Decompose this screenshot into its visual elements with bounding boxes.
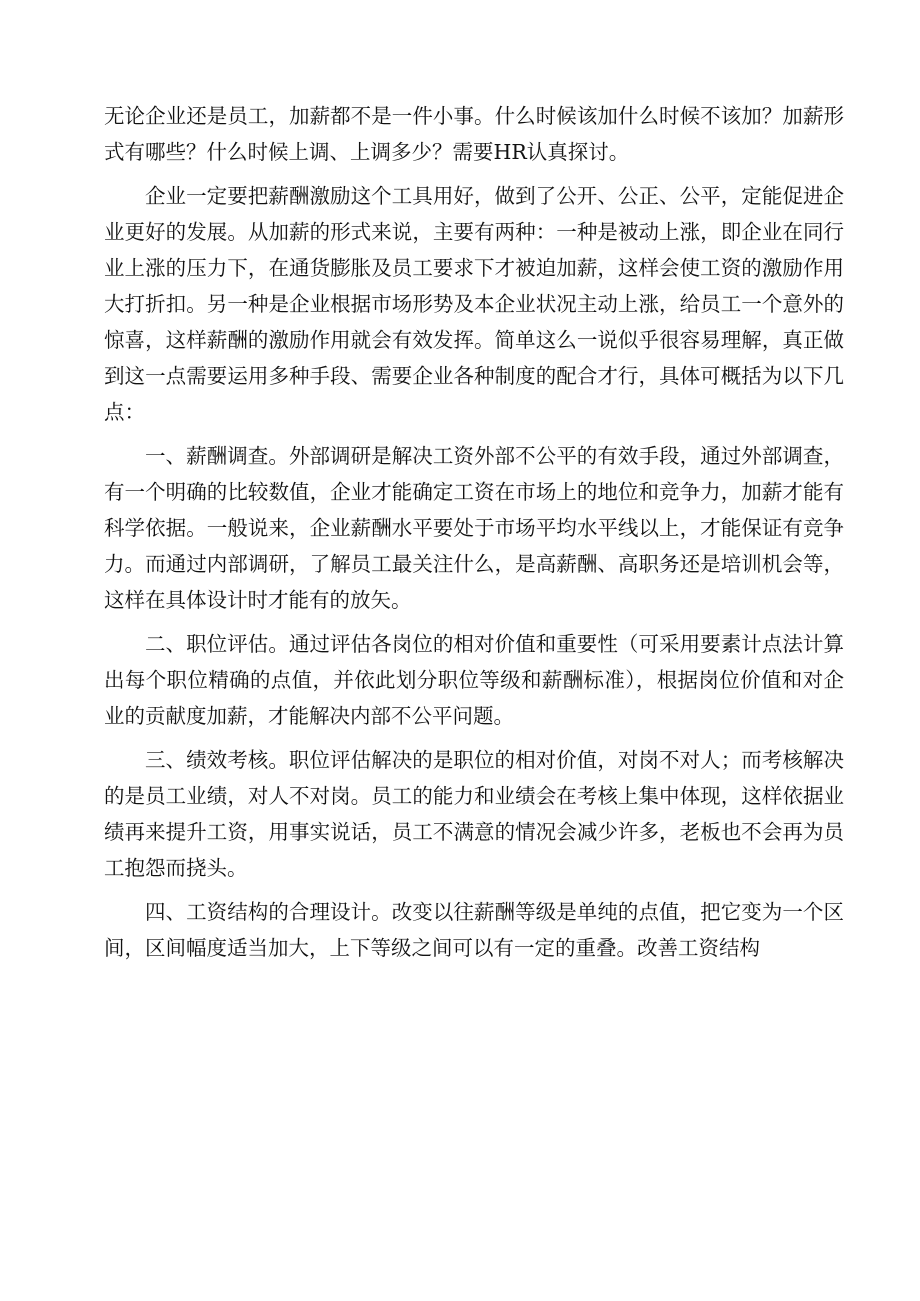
paragraph-performance-review: 三、绩效考核。职位评估解决的是职位的相对价值，对岗不对人；而考核解决的是员工业绩，对人不对岗。员工的能力和业绩会在考核上集中体现，这样依据业绩再来提升工资，用事实说话，员工不满意的情况会减少许多，老板也不会再为员工抱怨而挠头。: [104, 748, 844, 880]
paragraph-intro: 无论企业还是员工，加薪都不是一件小事。什么时候该加什么时候不该加？加薪形式有哪些？什么时候上调、上调多少？需要HR认真探讨。: [104, 104, 844, 164]
paragraph-job-evaluation: 二、职位评估。通过评估各岗位的相对价值和重要性（可采用要素计点法计算出每个职位精确的点值，并依此划分职位等级和薪酬标准），根据岗位价值和对企业的贡献度加薪，才能解决内部不公平问题。: [104, 632, 844, 728]
paragraph-salary-incentive: 企业一定要把薪酬激励这个工具用好，做到了公开、公正、公平，定能促进企业更好的发展。从加薪的形式来说，主要有两种：一种是被动上涨，即企业在同行业上涨的压力下，在通货膨胀及员工要求下才被迫加薪，这样会使工资的激励作用大打折扣。另一种是企业根据市场形势及本企业状况主动上涨，给员工一个意外的惊喜，这样薪酬的激励作用就会有效发挥。简单这么一说似乎很容易理解，真正做到这一点需要运用多种手段、需要企业各种制度的配合才行，具体可概括为以下几点：: [104, 184, 844, 424]
paragraph-salary-structure: 四、工资结构的合理设计。改变以往薪酬等级是单纯的点值，把它变为一个区间，区间幅度适当加大，上下等级之间可以有一定的重叠。改善工资结构: [104, 900, 844, 960]
document-body: [104, 98, 844, 966]
paragraph-salary-survey: 一、薪酬调查。外部调研是解决工资外部不公平的有效手段，通过外部调查，有一个明确的比较数值，企业才能确定工资在市场上的地位和竞争力，加薪才能有科学依据。一般说来，企业薪酬水平要处于市场平均水平线以上，才能保证有竞争力。而通过内部调研，了解员工最关注什么，是高薪酬、高职务还是培训机会等，这样在具体设计时才能有的放矢。: [104, 444, 844, 612]
